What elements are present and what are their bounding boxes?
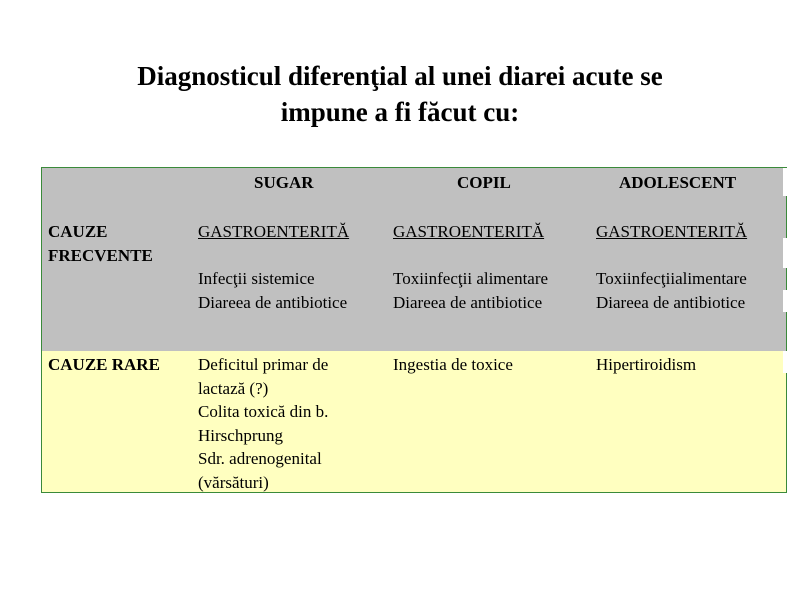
cell-frequent-sugar [198,220,349,314]
cell-item: Colita toxică din b. [198,402,329,421]
row-label-frequent-line1: CAUZE [48,222,108,241]
row-label-frequent [48,220,153,267]
cell-item: Hipertiroidism [596,355,697,374]
cell-item: (vărsături) [198,472,269,492]
title-line-2: impune a fi făcut cu: [280,97,520,127]
table-header-row [42,168,786,218]
header-copil: COPIL [457,173,511,192]
row-label-rare: CAUZE RARE [48,355,160,374]
cell-item: Sdr. adrenogenital [198,449,322,468]
table-row-rare [42,351,786,492]
cell-item: Toxiinfecţiialimentare [596,269,747,288]
cell-item: Diareea de antibiotice [198,292,348,312]
cell-frequent-copil [393,220,548,314]
slide-title [40,58,760,130]
row-label-frequent-line2: FRECVENTE [48,245,153,265]
cell-item: Ingestia de toxice [393,355,513,374]
differential-diagnosis-table [41,167,787,493]
cell-item: Infecţii sistemice [198,269,315,288]
title-line-1: Diagnosticul diferenţial al unei diarei acute se [137,61,663,91]
edge-notch [783,290,787,312]
edge-notch [783,238,787,268]
cell-item: Deficitul primar de [198,355,329,374]
cell-rare-copil [393,353,513,377]
cell-item: Diareea de antibiotice [393,292,543,312]
cell-item: Hirschprung [198,425,283,445]
cell-frequent-adolescent [596,220,747,314]
cell-main: GASTROENTERITĂ [596,222,748,241]
cell-main: GASTROENTERITĂ [393,222,545,241]
header-sugar: SUGAR [254,173,314,192]
cell-item: lactază (?) [198,378,269,398]
cell-main: GASTROENTERITĂ [198,222,350,241]
cell-rare-adolescent [596,353,696,377]
header-adolescent: ADOLESCENT [619,173,737,192]
edge-notch [783,168,787,196]
cell-item: Diareea de antibiotice [596,292,746,312]
edge-notch [783,351,787,373]
cell-item: Toxiinfecţii alimentare [393,269,549,288]
table-row-frequent [42,217,786,352]
cell-rare-sugar [198,353,328,494]
